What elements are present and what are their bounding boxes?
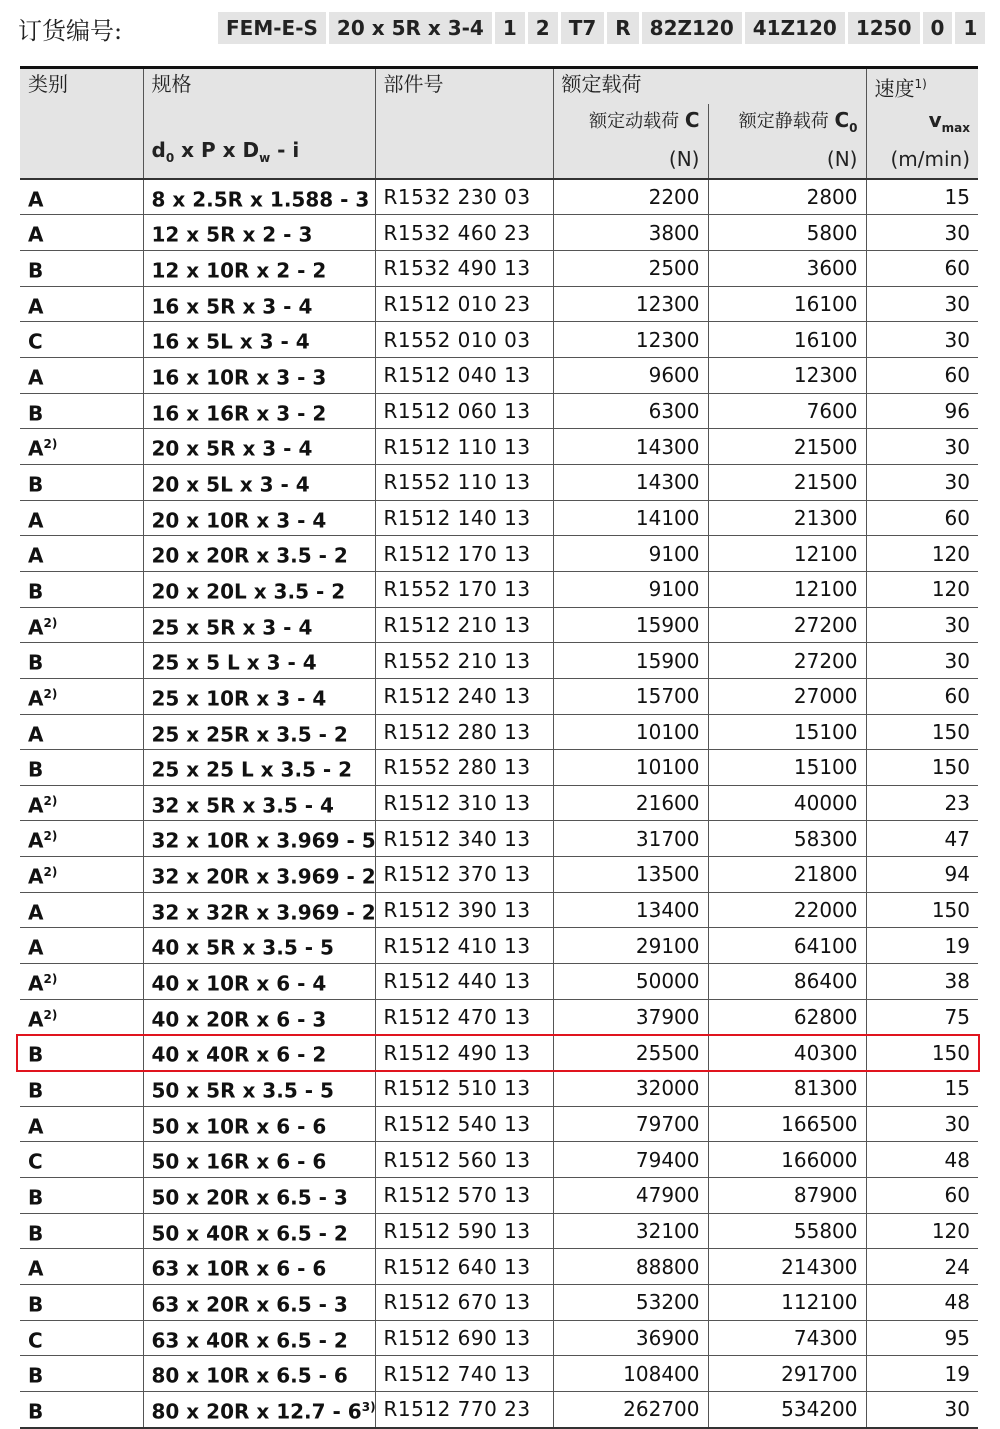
cell-speed: 30 xyxy=(866,464,978,500)
table-row xyxy=(20,928,978,964)
cell-size: 12 x 10R x 2 - 2 xyxy=(143,250,375,286)
table-row xyxy=(20,643,978,679)
cell-dynamic-load: 29100 xyxy=(553,928,708,964)
header-static-load: 额定静载荷 $C_0$ xyxy=(708,104,866,144)
cell-dynamic-load: 15900 xyxy=(553,607,708,643)
cell-dynamic-load: 6300 xyxy=(553,393,708,429)
cell-part-number: R1512 690 13 xyxy=(375,1320,553,1356)
cell-category: B xyxy=(20,750,143,786)
table-body xyxy=(20,179,978,1428)
cell-size: 32 x 32R x 3.969 - 2 xyxy=(143,892,375,928)
cell-part-number: R1512 590 13 xyxy=(375,1213,553,1249)
cell-size: 16 x 5L x 3 - 4 xyxy=(143,322,375,358)
cell-part-number: R1512 410 13 xyxy=(375,928,553,964)
cell-part-number: R1512 510 13 xyxy=(375,1071,553,1107)
cell-static-load: 16100 xyxy=(708,286,866,322)
cell-dynamic-load: 21600 xyxy=(553,785,708,821)
cell-category: A xyxy=(20,500,143,536)
cell-speed: 19 xyxy=(866,928,978,964)
table-row xyxy=(20,678,978,714)
cell-part-number: R1512 140 13 xyxy=(375,500,553,536)
table-row xyxy=(20,785,978,821)
table-row xyxy=(20,571,978,607)
header-load-rating: 额定载荷 xyxy=(553,68,866,104)
cell-dynamic-load: 79400 xyxy=(553,1142,708,1178)
table-row xyxy=(20,215,978,251)
cell-static-load: 12300 xyxy=(708,357,866,393)
table-row xyxy=(20,1178,978,1214)
table-row xyxy=(20,1071,978,1107)
cell-dynamic-load: 31700 xyxy=(553,821,708,857)
cell-part-number: R1552 010 03 xyxy=(375,322,553,358)
cell-size: 32 x 5R x 3.5 - 4 xyxy=(143,785,375,821)
cell-speed: 75 xyxy=(866,999,978,1035)
order-code-segment: 20 x 5R x 3-4 xyxy=(329,12,492,44)
cell-speed: 120 xyxy=(866,536,978,572)
cell-dynamic-load: 36900 xyxy=(553,1320,708,1356)
cell-static-load: 21500 xyxy=(708,429,866,465)
cell-static-load: 112100 xyxy=(708,1285,866,1321)
cell-size: 40 x 5R x 3.5 - 5 xyxy=(143,928,375,964)
table-row xyxy=(20,1320,978,1356)
cell-dynamic-load: 32000 xyxy=(553,1071,708,1107)
cell-part-number: R1512 540 13 xyxy=(375,1106,553,1142)
order-code xyxy=(18,10,988,46)
header-dynamic-load: 额定动载荷 C xyxy=(553,104,708,144)
order-code-segment: 1250 xyxy=(848,12,920,44)
cell-part-number: R1512 340 13 xyxy=(375,821,553,857)
cell-part-number: R1532 460 23 xyxy=(375,215,553,251)
cell-category: $A^{2)}$ xyxy=(20,821,143,857)
cell-category: B xyxy=(20,393,143,429)
cell-static-load: 166500 xyxy=(708,1106,866,1142)
cell-category: A xyxy=(20,892,143,928)
cell-dynamic-load: 50000 xyxy=(553,964,708,1000)
cell-category: B xyxy=(20,1178,143,1214)
header-category: 类别 xyxy=(20,68,143,179)
cell-size: 25 x 10R x 3 - 4 xyxy=(143,678,375,714)
table-row xyxy=(20,1285,978,1321)
cell-size: 20 x 20R x 3.5 - 2 xyxy=(143,536,375,572)
cell-category: A xyxy=(20,286,143,322)
cell-part-number: R1552 110 13 xyxy=(375,464,553,500)
table-row xyxy=(20,1142,978,1178)
cell-speed: 60 xyxy=(866,678,978,714)
table-row xyxy=(20,357,978,393)
cell-speed: 30 xyxy=(866,429,978,465)
cell-dynamic-load: 14300 xyxy=(553,464,708,500)
cell-speed: 23 xyxy=(866,785,978,821)
cell-size: 25 x 25 L x 3.5 - 2 xyxy=(143,750,375,786)
cell-dynamic-load: 14100 xyxy=(553,500,708,536)
cell-speed: 48 xyxy=(866,1142,978,1178)
cell-part-number: R1512 370 13 xyxy=(375,857,553,893)
cell-static-load: 55800 xyxy=(708,1213,866,1249)
table-row xyxy=(20,1356,978,1392)
cell-size: 25 x 5R x 3 - 4 xyxy=(143,607,375,643)
cell-dynamic-load: 9100 xyxy=(553,536,708,572)
cell-size: 50 x 20R x 6.5 - 3 xyxy=(143,1178,375,1214)
cell-speed: 30 xyxy=(866,1391,978,1427)
cell-category: B xyxy=(20,571,143,607)
cell-speed: 150 xyxy=(866,1035,978,1071)
table-row xyxy=(20,607,978,643)
cell-part-number: R1512 040 13 xyxy=(375,357,553,393)
cell-speed: 150 xyxy=(866,750,978,786)
cell-size: 40 x 10R x 6 - 4 xyxy=(143,964,375,1000)
cell-category: B xyxy=(20,1071,143,1107)
cell-static-load: 16100 xyxy=(708,322,866,358)
cell-category: A xyxy=(20,215,143,251)
order-code-segment: R xyxy=(607,12,638,44)
cell-static-load: 21300 xyxy=(708,500,866,536)
cell-category: $A^{2)}$ xyxy=(20,785,143,821)
cell-part-number: R1512 210 13 xyxy=(375,607,553,643)
header-speed-symbol: $v_{max}$ xyxy=(866,104,978,144)
cell-category: $A^{2)}$ xyxy=(20,964,143,1000)
cell-category: A xyxy=(20,357,143,393)
table-row xyxy=(20,964,978,1000)
cell-category: A xyxy=(20,714,143,750)
cell-size: 16 x 5R x 3 - 4 xyxy=(143,286,375,322)
table-row xyxy=(20,286,978,322)
cell-category: B xyxy=(20,1213,143,1249)
header-dynamic-unit: (N) xyxy=(553,144,708,179)
cell-speed: 30 xyxy=(866,1106,978,1142)
cell-static-load: 87900 xyxy=(708,1178,866,1214)
cell-speed: 150 xyxy=(866,714,978,750)
cell-dynamic-load: 262700 xyxy=(553,1391,708,1427)
table-row xyxy=(20,857,978,893)
cell-dynamic-load: 2500 xyxy=(553,250,708,286)
spec-table xyxy=(20,66,978,1429)
cell-speed: 120 xyxy=(866,571,978,607)
cell-part-number: R1512 240 13 xyxy=(375,678,553,714)
header-size: 规格 $d_0$ x P x $D_w$ - i xyxy=(143,68,375,179)
cell-speed: 60 xyxy=(866,250,978,286)
cell-static-load: 214300 xyxy=(708,1249,866,1285)
cell-size: 80 x 20R x 12.7 - 6$^{3)}$ xyxy=(143,1391,375,1427)
table-row xyxy=(20,1213,978,1249)
cell-dynamic-load: 9600 xyxy=(553,357,708,393)
cell-size: 25 x 25R x 3.5 - 2 xyxy=(143,714,375,750)
header-size-formula: $d_0$ x P x $D_w$ - i xyxy=(151,138,300,165)
cell-speed: 30 xyxy=(866,286,978,322)
table-row xyxy=(20,393,978,429)
cell-speed: 19 xyxy=(866,1356,978,1392)
cell-part-number: R1532 490 13 xyxy=(375,250,553,286)
table-row xyxy=(20,999,978,1035)
cell-part-number: R1512 390 13 xyxy=(375,892,553,928)
cell-part-number: R1512 560 13 xyxy=(375,1142,553,1178)
cell-size: 63 x 40R x 6.5 - 2 xyxy=(143,1320,375,1356)
cell-static-load: 22000 xyxy=(708,892,866,928)
cell-dynamic-load: 12300 xyxy=(553,322,708,358)
cell-category: B xyxy=(20,464,143,500)
cell-dynamic-load: 15700 xyxy=(553,678,708,714)
cell-static-load: 86400 xyxy=(708,964,866,1000)
cell-speed: 30 xyxy=(866,215,978,251)
cell-dynamic-load: 13500 xyxy=(553,857,708,893)
cell-static-load: 7600 xyxy=(708,393,866,429)
cell-static-load: 21800 xyxy=(708,857,866,893)
order-code-segment: 41Z120 xyxy=(745,12,845,44)
cell-static-load: 64100 xyxy=(708,928,866,964)
cell-static-load: 27200 xyxy=(708,643,866,679)
cell-static-load: 81300 xyxy=(708,1071,866,1107)
cell-category: B xyxy=(20,1356,143,1392)
table-row xyxy=(20,1249,978,1285)
order-code-segment: FEM-E-S xyxy=(218,12,326,44)
order-code-segments xyxy=(218,12,988,44)
cell-static-load: 534200 xyxy=(708,1391,866,1427)
cell-size: 63 x 10R x 6 - 6 xyxy=(143,1249,375,1285)
cell-size: 25 x 5 L x 3 - 4 xyxy=(143,643,375,679)
cell-dynamic-load: 14300 xyxy=(553,429,708,465)
cell-part-number: R1532 230 03 xyxy=(375,179,553,215)
cell-dynamic-load: 47900 xyxy=(553,1178,708,1214)
cell-category: B xyxy=(20,1391,143,1427)
header-part-number: 部件号 xyxy=(375,68,553,179)
cell-speed: 95 xyxy=(866,1320,978,1356)
table-header xyxy=(20,68,978,179)
cell-speed: 24 xyxy=(866,1249,978,1285)
cell-static-load: 62800 xyxy=(708,999,866,1035)
cell-part-number: R1512 490 13 xyxy=(375,1035,553,1071)
table-row xyxy=(20,750,978,786)
cell-dynamic-load: 3800 xyxy=(553,215,708,251)
cell-static-load: 58300 xyxy=(708,821,866,857)
order-code-segment: 2 xyxy=(528,12,558,44)
cell-size: 12 x 5R x 2 - 3 xyxy=(143,215,375,251)
order-code-segment: 0 xyxy=(923,12,953,44)
cell-part-number: R1512 470 13 xyxy=(375,999,553,1035)
order-code-segment: 82Z120 xyxy=(642,12,742,44)
cell-category: B xyxy=(20,643,143,679)
cell-category: $A^{2)}$ xyxy=(20,607,143,643)
cell-category: C xyxy=(20,1142,143,1178)
cell-speed: 48 xyxy=(866,1285,978,1321)
cell-size: 63 x 20R x 6.5 - 3 xyxy=(143,1285,375,1321)
cell-speed: 15 xyxy=(866,179,978,215)
cell-speed: 94 xyxy=(866,857,978,893)
cell-dynamic-load: 12300 xyxy=(553,286,708,322)
cell-static-load: 15100 xyxy=(708,750,866,786)
cell-category: B xyxy=(20,250,143,286)
cell-speed: 150 xyxy=(866,892,978,928)
cell-size: 20 x 10R x 3 - 4 xyxy=(143,500,375,536)
cell-part-number: R1512 170 13 xyxy=(375,536,553,572)
cell-part-number: R1512 440 13 xyxy=(375,964,553,1000)
cell-category: A xyxy=(20,536,143,572)
cell-size: 80 x 10R x 6.5 - 6 xyxy=(143,1356,375,1392)
cell-dynamic-load: 10100 xyxy=(553,750,708,786)
header-speed-unit: (m/min) xyxy=(866,144,978,179)
cell-part-number: R1552 210 13 xyxy=(375,643,553,679)
cell-speed: 60 xyxy=(866,357,978,393)
cell-category: $A^{2)}$ xyxy=(20,857,143,893)
cell-category: $A^{2)}$ xyxy=(20,429,143,465)
cell-part-number: R1512 280 13 xyxy=(375,714,553,750)
cell-part-number: R1512 740 13 xyxy=(375,1356,553,1392)
cell-static-load: 74300 xyxy=(708,1320,866,1356)
cell-category: A xyxy=(20,1106,143,1142)
table-row xyxy=(20,500,978,536)
cell-dynamic-load: 79700 xyxy=(553,1106,708,1142)
cell-dynamic-load: 13400 xyxy=(553,892,708,928)
cell-static-load: 3600 xyxy=(708,250,866,286)
cell-size: 40 x 20R x 6 - 3 xyxy=(143,999,375,1035)
cell-static-load: 27000 xyxy=(708,678,866,714)
cell-dynamic-load: 25500 xyxy=(553,1035,708,1071)
cell-speed: 60 xyxy=(866,500,978,536)
table-row xyxy=(20,1035,978,1071)
order-code-segment: 1 xyxy=(495,12,525,44)
cell-speed: 120 xyxy=(866,1213,978,1249)
table-row xyxy=(20,536,978,572)
cell-part-number: R1552 280 13 xyxy=(375,750,553,786)
table-row xyxy=(20,892,978,928)
cell-size: 32 x 10R x 3.969 - 5 xyxy=(143,821,375,857)
table-row xyxy=(20,464,978,500)
cell-speed: 60 xyxy=(866,1178,978,1214)
cell-size: 50 x 16R x 6 - 6 xyxy=(143,1142,375,1178)
cell-category: A xyxy=(20,179,143,215)
cell-size: 50 x 5R x 3.5 - 5 xyxy=(143,1071,375,1107)
cell-dynamic-load: 2200 xyxy=(553,179,708,215)
table-row xyxy=(20,250,978,286)
cell-static-load: 27200 xyxy=(708,607,866,643)
cell-size: 16 x 10R x 3 - 3 xyxy=(143,357,375,393)
cell-static-load: 166000 xyxy=(708,1142,866,1178)
cell-size: 50 x 10R x 6 - 6 xyxy=(143,1106,375,1142)
cell-category: B xyxy=(20,1035,143,1071)
cell-static-load: 15100 xyxy=(708,714,866,750)
order-code-label: 订货编号: xyxy=(18,16,123,45)
table-row xyxy=(20,1106,978,1142)
cell-static-load: 12100 xyxy=(708,571,866,607)
cell-dynamic-load: 32100 xyxy=(553,1213,708,1249)
cell-dynamic-load: 10100 xyxy=(553,714,708,750)
cell-size: 8 x 2.5R x 1.588 - 3 xyxy=(143,179,375,215)
cell-dynamic-load: 15900 xyxy=(553,643,708,679)
cell-size: 50 x 40R x 6.5 - 2 xyxy=(143,1213,375,1249)
table-row xyxy=(20,1391,978,1427)
cell-dynamic-load: 37900 xyxy=(553,999,708,1035)
cell-category: $A^{2)}$ xyxy=(20,999,143,1035)
cell-category: A xyxy=(20,1249,143,1285)
cell-static-load: 12100 xyxy=(708,536,866,572)
cell-part-number: R1512 110 13 xyxy=(375,429,553,465)
cell-size: 40 x 40R x 6 - 2 xyxy=(143,1035,375,1071)
table-row xyxy=(20,179,978,215)
header-speed: 速度$^{1)}$ xyxy=(866,68,978,104)
cell-speed: 96 xyxy=(866,393,978,429)
cell-category: C xyxy=(20,322,143,358)
cell-part-number: R1512 060 13 xyxy=(375,393,553,429)
cell-static-load: 40000 xyxy=(708,785,866,821)
cell-dynamic-load: 53200 xyxy=(553,1285,708,1321)
cell-part-number: R1512 770 23 xyxy=(375,1391,553,1427)
cell-speed: 38 xyxy=(866,964,978,1000)
cell-size: 20 x 5L x 3 - 4 xyxy=(143,464,375,500)
cell-static-load: 21500 xyxy=(708,464,866,500)
cell-size: 20 x 5R x 3 - 4 xyxy=(143,429,375,465)
cell-category: C xyxy=(20,1320,143,1356)
table-row xyxy=(20,821,978,857)
cell-dynamic-load: 108400 xyxy=(553,1356,708,1392)
cell-speed: 15 xyxy=(866,1071,978,1107)
cell-speed: 30 xyxy=(866,643,978,679)
table-row xyxy=(20,714,978,750)
cell-speed: 47 xyxy=(866,821,978,857)
cell-part-number: R1512 640 13 xyxy=(375,1249,553,1285)
cell-category: B xyxy=(20,1285,143,1321)
cell-static-load: 40300 xyxy=(708,1035,866,1071)
cell-size: 16 x 16R x 3 - 2 xyxy=(143,393,375,429)
order-code-segment: 1 xyxy=(955,12,985,44)
table-row xyxy=(20,322,978,358)
cell-size: 20 x 20L x 3.5 - 2 xyxy=(143,571,375,607)
cell-part-number: R1512 010 23 xyxy=(375,286,553,322)
cell-part-number: R1512 670 13 xyxy=(375,1285,553,1321)
cell-part-number: R1512 570 13 xyxy=(375,1178,553,1214)
cell-static-load: 5800 xyxy=(708,215,866,251)
cell-size: 32 x 20R x 3.969 - 2 xyxy=(143,857,375,893)
order-code-segment: T7 xyxy=(561,12,605,44)
cell-part-number: R1512 310 13 xyxy=(375,785,553,821)
table-row xyxy=(20,429,978,465)
cell-category: A xyxy=(20,928,143,964)
cell-static-load: 2800 xyxy=(708,179,866,215)
cell-speed: 30 xyxy=(866,607,978,643)
cell-part-number: R1552 170 13 xyxy=(375,571,553,607)
cell-dynamic-load: 9100 xyxy=(553,571,708,607)
cell-category: $A^{2)}$ xyxy=(20,678,143,714)
header-static-unit: (N) xyxy=(708,144,866,179)
cell-dynamic-load: 88800 xyxy=(553,1249,708,1285)
cell-static-load: 291700 xyxy=(708,1356,866,1392)
cell-speed: 30 xyxy=(866,322,978,358)
